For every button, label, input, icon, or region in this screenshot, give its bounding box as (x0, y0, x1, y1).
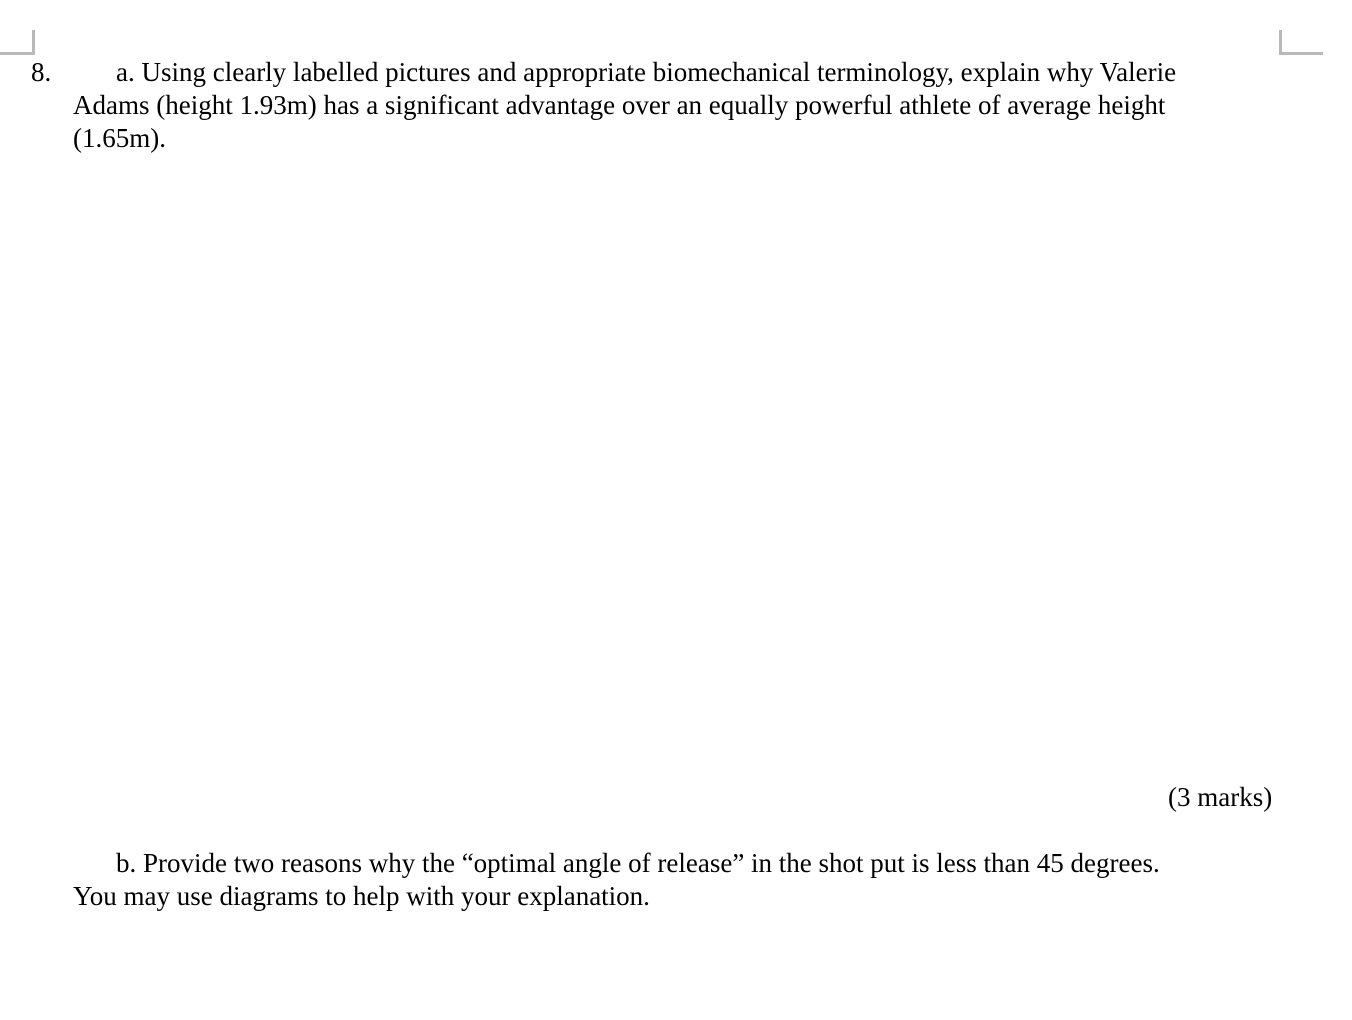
crop-mark-top-right (1279, 30, 1323, 55)
part-a-line-1: a. Using clearly labelled pictures and appropriate biomechanical terminology, explain why Valerie (116, 57, 1177, 87)
part-a-line-2: Adams (height 1.93m) has a significant advantage over an equally powerful athlete of average height (73, 90, 1166, 120)
part-b-line-2: You may use diagrams to help with your explanation. (73, 881, 650, 911)
part-b-line-1: b. Provide two reasons why the “optimal angle of release” in the shot put is less than 45 degrees. (116, 848, 1160, 878)
part-a-marks: (3 marks) (1168, 782, 1273, 812)
part-a-line-3: (1.65m). (73, 123, 166, 153)
crop-mark-top-left (0, 30, 35, 55)
question-number: 8. (31, 57, 52, 87)
